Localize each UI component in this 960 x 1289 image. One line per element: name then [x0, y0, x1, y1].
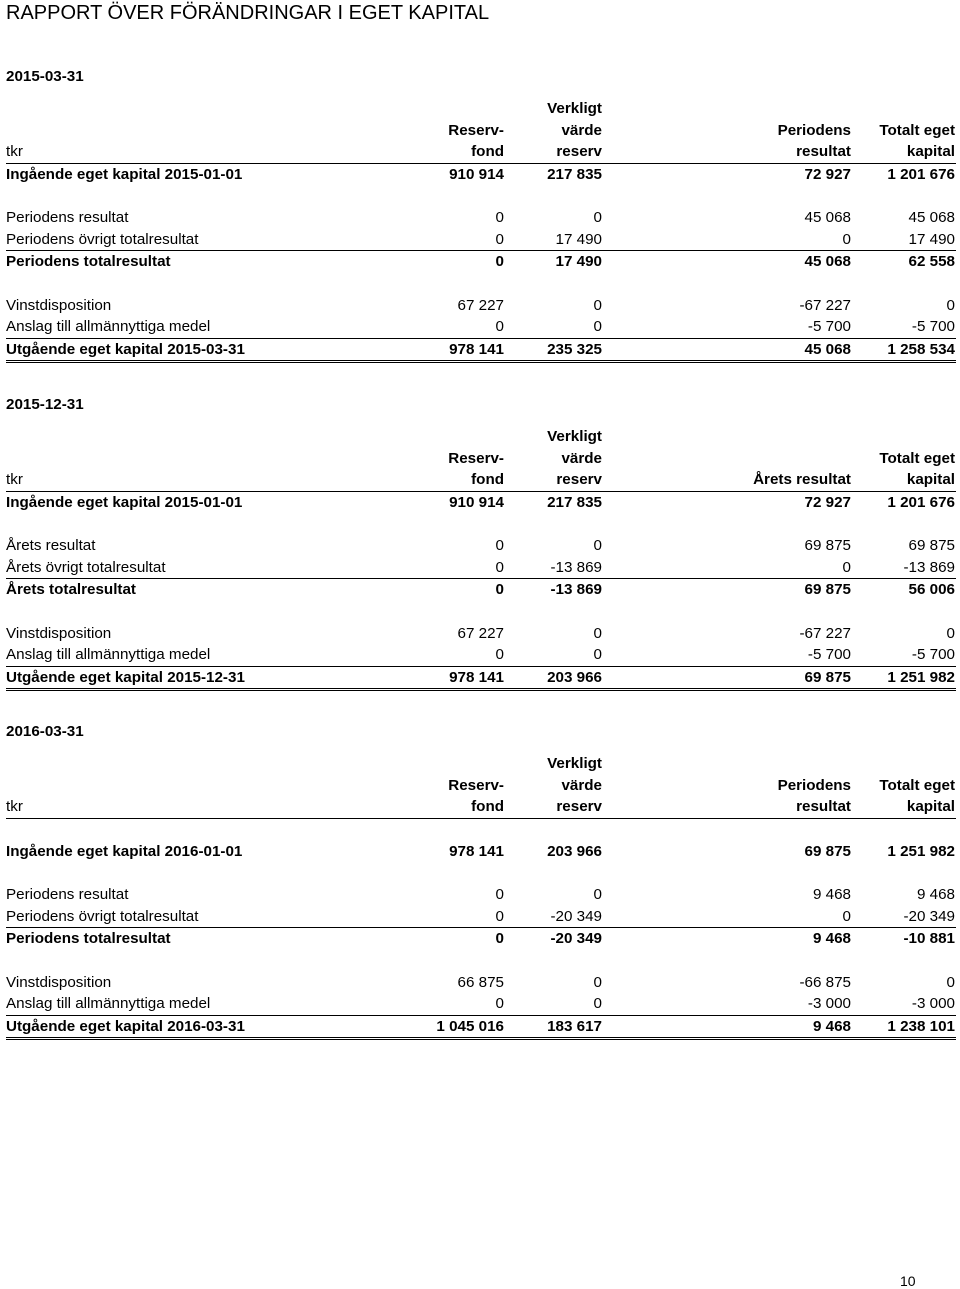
- cell-reserve-fund: 0: [495, 318, 504, 335]
- cell-fair-value-reserve: 217 835: [547, 165, 602, 183]
- header-reserve-fund: Reserv-: [448, 449, 504, 467]
- table-row: [6, 644, 956, 667]
- cell-fair-value-reserve: 235 325: [547, 340, 602, 358]
- cell-reserve-fund: 0: [495, 995, 504, 1012]
- header-fair-value-reserve: Verkligt: [547, 755, 602, 772]
- section-date: 2015-03-31: [6, 68, 84, 85]
- table-row-total: [6, 928, 956, 950]
- cell-reserve-fund: 910 914: [449, 493, 504, 511]
- header-result: Periodens: [777, 121, 851, 139]
- row-label: Utgående eget kapital 2015-12-31: [6, 668, 245, 686]
- table-row: [6, 623, 956, 645]
- cell-result: 69 875: [804, 581, 851, 598]
- cell-total-equity: -5 700: [911, 318, 955, 335]
- row-label: Utgående eget kapital 2016-03-31: [6, 1017, 245, 1035]
- table-row-opening-balance: [6, 492, 956, 514]
- cell-result: 69 875: [804, 842, 851, 860]
- row-label: Periodens övrigt totalresultat: [6, 907, 199, 925]
- column-header-row: [6, 98, 956, 120]
- row-label: Årets totalresultat: [6, 581, 136, 598]
- row-label: Utgående eget kapital 2015-03-31: [6, 340, 245, 358]
- column-header-row: [6, 141, 956, 164]
- cell-total-equity: -13 869: [903, 558, 955, 576]
- table-row-closing-balance: [6, 667, 956, 692]
- table-row: [6, 207, 956, 229]
- cell-total-equity: -3 000: [911, 995, 955, 1012]
- cell-fair-value-reserve: 203 966: [547, 842, 602, 860]
- cell-result: -67 227: [799, 296, 851, 314]
- cell-fair-value-reserve: 183 617: [547, 1017, 602, 1035]
- cell-total-equity: 9 468: [916, 886, 955, 903]
- header-fair-value-reserve: Verkligt: [547, 100, 602, 117]
- cell-fair-value-reserve: 0: [593, 537, 602, 554]
- row-label: Vinstdisposition: [6, 296, 112, 314]
- table-row: [6, 535, 956, 557]
- cell-fair-value-reserve: 0: [593, 995, 602, 1012]
- cell-total-equity: 1 251 982: [887, 842, 955, 860]
- header-total-equity: kapital: [906, 471, 955, 488]
- table-row: [6, 316, 956, 339]
- row-label: Vinstdisposition: [6, 624, 112, 642]
- column-header-row: [6, 448, 956, 470]
- cell-result: 45 068: [804, 253, 851, 270]
- section-date: 2015-12-31: [6, 396, 84, 413]
- page-title: RAPPORT ÖVER FÖRÄNDRINGAR I EGET KAPITAL: [6, 2, 490, 24]
- header-total-equity: kapital: [906, 798, 955, 815]
- cell-fair-value-reserve: 0: [593, 886, 602, 903]
- cell-reserve-fund: 67 227: [457, 624, 504, 642]
- cell-fair-value-reserve: 0: [593, 296, 602, 314]
- table-row: [6, 906, 956, 929]
- cell-reserve-fund: 1 045 016: [436, 1017, 504, 1035]
- table-row-closing-balance: [6, 1016, 956, 1041]
- table-row-opening-balance: [6, 841, 956, 863]
- cell-result: 9 468: [812, 930, 851, 947]
- table-row: [6, 229, 956, 252]
- cell-total-equity: 0: [946, 624, 955, 642]
- column-header-row: [6, 753, 956, 775]
- cell-total-equity: 1 201 676: [887, 165, 955, 183]
- header-unit: tkr: [6, 143, 23, 160]
- header-reserve-fund: Reserv-: [448, 121, 504, 139]
- header-result: resultat: [796, 143, 851, 160]
- header-unit: tkr: [6, 798, 23, 815]
- cell-reserve-fund: 0: [495, 646, 504, 663]
- header-fair-value-reserve: reserv: [556, 798, 602, 815]
- column-header-row: [6, 469, 956, 492]
- table-row-total: [6, 251, 956, 273]
- cell-fair-value-reserve: -13 869: [550, 558, 602, 576]
- cell-reserve-fund: 0: [495, 230, 504, 248]
- header-total-equity: kapital: [906, 143, 955, 160]
- header-result: Årets resultat: [753, 471, 851, 488]
- cell-reserve-fund: 0: [495, 886, 504, 903]
- row-label: Periodens totalresultat: [6, 930, 171, 947]
- cell-result: 0: [842, 907, 851, 925]
- cell-total-equity: 1 201 676: [887, 493, 955, 511]
- row-label: Anslag till allmännyttiga medel: [6, 995, 211, 1012]
- row-label: Ingående eget kapital 2015-01-01: [6, 493, 243, 511]
- row-label: Periodens totalresultat: [6, 253, 171, 270]
- cell-fair-value-reserve: -13 869: [550, 581, 602, 598]
- table-row: [6, 884, 956, 906]
- cell-total-equity: 1 238 101: [887, 1017, 955, 1035]
- header-result: Periodens: [777, 776, 851, 794]
- cell-total-equity: 0: [946, 296, 955, 314]
- cell-reserve-fund: 978 141: [449, 842, 504, 860]
- cell-result: 0: [842, 558, 851, 576]
- cell-reserve-fund: 978 141: [449, 668, 504, 686]
- header-reserve-fund: fond: [471, 798, 504, 815]
- header-total-equity: Totalt eget: [879, 121, 955, 139]
- row-label: Årets övrigt totalresultat: [6, 558, 166, 576]
- equity-section-2015-12-31: [6, 394, 956, 691]
- cell-total-equity: -5 700: [911, 646, 955, 663]
- table-row: [6, 557, 956, 580]
- cell-total-equity: 1 258 534: [887, 340, 955, 358]
- header-fair-value-reserve: reserv: [556, 143, 602, 160]
- table-row-opening-balance: [6, 164, 956, 186]
- cell-fair-value-reserve: -20 349: [550, 907, 602, 925]
- table-row: [6, 993, 956, 1016]
- cell-total-equity: 0: [946, 973, 955, 991]
- cell-fair-value-reserve: 0: [593, 624, 602, 642]
- header-reserve-fund: fond: [471, 471, 504, 488]
- cell-total-equity: 62 558: [908, 253, 955, 270]
- cell-result: 45 068: [804, 340, 851, 358]
- cell-total-equity: 1 251 982: [887, 668, 955, 686]
- cell-result: 45 068: [804, 209, 851, 226]
- column-header-row: [6, 426, 956, 448]
- cell-result: -5 700: [807, 646, 851, 663]
- header-total-equity: Totalt eget: [879, 776, 955, 794]
- cell-result: 0: [842, 230, 851, 248]
- cell-result: 9 468: [812, 1017, 851, 1035]
- cell-fair-value-reserve: 0: [593, 646, 602, 663]
- cell-reserve-fund: 0: [495, 581, 504, 598]
- header-result: resultat: [796, 798, 851, 815]
- cell-result: -67 227: [799, 624, 851, 642]
- cell-result: 69 875: [804, 537, 851, 554]
- cell-fair-value-reserve: 0: [593, 318, 602, 335]
- cell-fair-value-reserve: -20 349: [550, 930, 602, 947]
- equity-section-2016-03-31: [6, 721, 956, 1040]
- cell-reserve-fund: 978 141: [449, 340, 504, 358]
- cell-fair-value-reserve: 0: [593, 209, 602, 226]
- header-fair-value-reserve: värde: [561, 776, 602, 794]
- cell-total-equity: -10 881: [903, 930, 955, 947]
- table-row: [6, 972, 956, 994]
- cell-reserve-fund: 0: [495, 209, 504, 226]
- cell-total-equity: 45 068: [908, 209, 955, 226]
- row-label: Årets resultat: [6, 537, 96, 554]
- header-reserve-fund: Reserv-: [448, 776, 504, 794]
- cell-fair-value-reserve: 203 966: [547, 668, 602, 686]
- row-label: Periodens övrigt totalresultat: [6, 230, 199, 248]
- cell-reserve-fund: 0: [495, 558, 504, 576]
- cell-total-equity: 69 875: [908, 537, 955, 554]
- cell-fair-value-reserve: 17 490: [555, 230, 602, 248]
- column-header-row: [6, 120, 956, 142]
- page-number: 10: [900, 1273, 916, 1289]
- header-unit: tkr: [6, 471, 23, 488]
- cell-reserve-fund: 0: [495, 907, 504, 925]
- cell-fair-value-reserve: 217 835: [547, 493, 602, 511]
- cell-result: -3 000: [807, 995, 851, 1012]
- cell-result: 72 927: [804, 165, 851, 183]
- cell-fair-value-reserve: 0: [593, 973, 602, 991]
- cell-fair-value-reserve: 17 490: [555, 253, 602, 270]
- cell-reserve-fund: 67 227: [457, 296, 504, 314]
- table-row-total: [6, 579, 956, 601]
- cell-result: 9 468: [812, 886, 851, 903]
- equity-section-2015-03-31: [6, 66, 956, 363]
- header-fair-value-reserve: värde: [561, 449, 602, 467]
- table-row-closing-balance: [6, 339, 956, 364]
- header-fair-value-reserve: värde: [561, 121, 602, 139]
- header-fair-value-reserve: Verkligt: [547, 428, 602, 445]
- cell-total-equity: 17 490: [908, 230, 955, 248]
- row-label: Periodens resultat: [6, 886, 129, 903]
- cell-reserve-fund: 0: [495, 253, 504, 270]
- cell-result: -5 700: [807, 318, 851, 335]
- cell-reserve-fund: 0: [495, 930, 504, 947]
- cell-result: -66 875: [799, 973, 851, 991]
- table-row: [6, 295, 956, 317]
- row-label: Vinstdisposition: [6, 973, 112, 991]
- cell-total-equity: -20 349: [903, 907, 955, 925]
- row-label: Anslag till allmännyttiga medel: [6, 318, 211, 335]
- column-header-row: [6, 796, 956, 819]
- cell-reserve-fund: 66 875: [457, 973, 504, 991]
- row-label: Periodens resultat: [6, 209, 129, 226]
- header-total-equity: Totalt eget: [879, 449, 955, 467]
- section-date: 2016-03-31: [6, 723, 84, 740]
- row-label: Ingående eget kapital 2016-01-01: [6, 842, 243, 860]
- cell-result: 69 875: [804, 668, 851, 686]
- row-label: Anslag till allmännyttiga medel: [6, 646, 211, 663]
- header-reserve-fund: fond: [471, 143, 504, 160]
- column-header-row: [6, 775, 956, 797]
- cell-reserve-fund: 0: [495, 537, 504, 554]
- row-label: Ingående eget kapital 2015-01-01: [6, 165, 243, 183]
- header-fair-value-reserve: reserv: [556, 471, 602, 488]
- cell-total-equity: 56 006: [908, 581, 955, 598]
- cell-reserve-fund: 910 914: [449, 165, 504, 183]
- cell-result: 72 927: [804, 493, 851, 511]
